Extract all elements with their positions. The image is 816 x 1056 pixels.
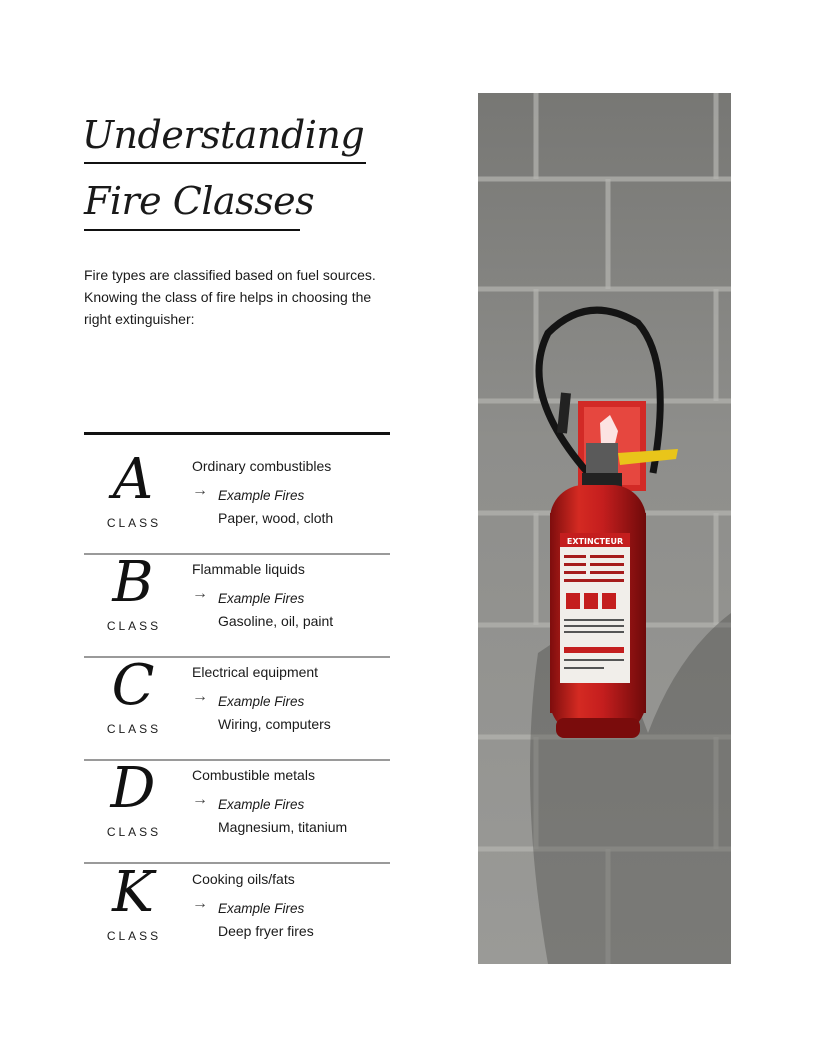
- class-description: Ordinary combustibles: [192, 458, 332, 474]
- example-items: Magnesium, titanium: [218, 819, 348, 835]
- example-label: Example Fires: [218, 591, 305, 606]
- class-row-k: [84, 860, 390, 968]
- title-underline-1: [84, 162, 366, 164]
- class-label: CLASS: [106, 825, 162, 839]
- class-description: Flammable liquids: [192, 561, 305, 577]
- class-letter: C: [111, 653, 155, 718]
- example-label: Example Fires: [218, 901, 305, 916]
- example-items: Wiring, computers: [218, 716, 331, 732]
- section-divider: [84, 432, 390, 435]
- class-row-a: [84, 447, 390, 555]
- example-label: Example Fires: [218, 797, 305, 812]
- class-label: CLASS: [106, 516, 162, 530]
- example-label: Example Fires: [218, 488, 305, 503]
- example-items: Paper, wood, cloth: [218, 510, 334, 526]
- intro-paragraph: Fire types are classified based on fuel sources. Knowing the class of fire helps in choosing the right extinguisher:: [84, 267, 376, 327]
- page-title-line-1: Understanding: [82, 113, 365, 157]
- class-description: Combustible metals: [192, 767, 315, 783]
- page-title-line-2: Fire Classes: [84, 179, 315, 223]
- class-letter: A: [112, 447, 154, 512]
- example-items: Gasoline, oil, paint: [218, 613, 334, 629]
- arrow-right-icon: →: [192, 585, 208, 602]
- title-underline-2: [84, 229, 300, 231]
- class-description: Cooking oils/fats: [192, 871, 295, 887]
- fire-extinguisher-photo: [478, 93, 731, 964]
- extinguisher-label-text: EXTINCTEUR: [566, 537, 624, 546]
- class-row-b: [84, 550, 390, 658]
- class-label: CLASS: [106, 619, 162, 633]
- class-row-c: [84, 653, 390, 761]
- class-label: CLASS: [106, 722, 162, 736]
- example-label: Example Fires: [218, 694, 305, 709]
- class-letter: K: [112, 860, 154, 925]
- arrow-right-icon: →: [192, 895, 208, 912]
- class-row-d: [84, 756, 390, 864]
- arrow-right-icon: →: [192, 482, 208, 499]
- class-description: Electrical equipment: [192, 664, 319, 680]
- arrow-right-icon: →: [192, 688, 208, 705]
- class-label: CLASS: [106, 929, 162, 943]
- class-letter: B: [112, 550, 154, 615]
- class-letter: D: [110, 756, 156, 821]
- example-items: Deep fryer fires: [218, 923, 314, 939]
- arrow-right-icon: →: [192, 791, 208, 808]
